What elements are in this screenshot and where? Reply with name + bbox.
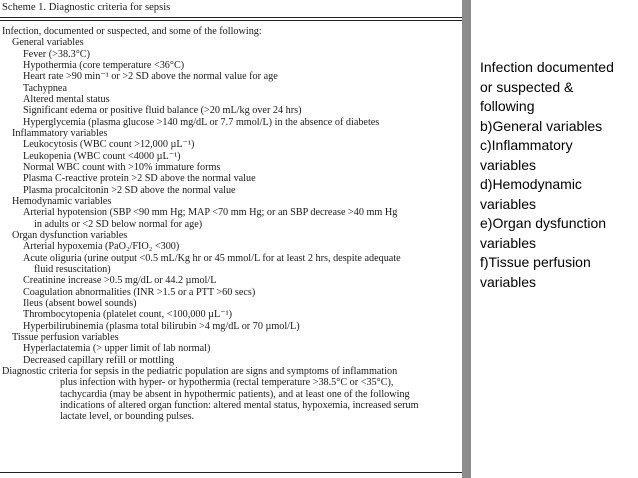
scheme-line: Infection, documented or suspected, and some of the following:	[2, 26, 262, 37]
scheme-line: Altered mental status	[23, 93, 110, 105]
scheme-line: Hyperglycemia (plasma glucose >140 mg/dL or 7.7 mmol/L) in the absence of diabetes	[23, 116, 380, 128]
summary-line: e)Organ dysfunction	[480, 215, 607, 231]
scheme-line: Leukocytosis (WBC count >12,000 µL⁻¹)	[23, 139, 195, 151]
scheme-line: fluid resuscitation)	[34, 263, 111, 275]
summary-line: following	[480, 98, 535, 114]
scheme-line: Coagulation abnormalities (INR >1.5 or a PTT >60 secs)	[23, 286, 256, 298]
summary-line: variables	[480, 234, 537, 251]
summary-line: Infection documented	[480, 59, 614, 75]
scheme-line: Heart rate >90 min⁻¹ or >2 SD above the normal value for age	[23, 71, 278, 83]
scheme-line: Inflammatory variables	[12, 127, 108, 139]
vertical-divider-bar	[462, 0, 471, 478]
scheme-body	[2, 26, 460, 422]
summary-line: or suspected &	[480, 78, 574, 95]
scheme-line: Normal WBC count with >10% immature forms	[23, 161, 221, 173]
scheme-line: Plasma procalcitonin >2 SD above the normal value	[23, 184, 236, 196]
scheme-line: Tachypnea	[23, 82, 67, 94]
summary-line: d)Hemodynamic	[480, 176, 582, 192]
scheme-line: Hyperlactatemia (> upper limit of lab normal)	[23, 343, 211, 355]
scheme-line: Hypothermia (core temperature <36°C)	[23, 59, 185, 71]
scheme-bottom-rule	[0, 472, 462, 473]
scheme-line: tachycardia (may be absent in hypothermic patients), and at least one of the following	[60, 388, 410, 400]
summary-line: f)Tissue perfusion	[480, 254, 591, 270]
summary-line: variables	[480, 156, 537, 173]
scheme-line: plus infection with hyper- or hypothermia (rectal temperature >38.5°C or <35°C),	[60, 377, 394, 389]
summary-line: variables	[480, 273, 537, 290]
scheme-line: indications of altered organ function: altered mental status, hypoxemia, increased serum	[60, 399, 419, 411]
scheme-line: Hemodynamic variables	[12, 195, 112, 207]
scheme-line: Significant edema or positive fluid balance (>20 mL/kg over 24 hrs)	[23, 105, 302, 117]
scheme-line: Creatinine increase >0.5 mg/dL or 44.2 µmol/L	[23, 275, 217, 287]
scheme-line: Arterial hypoxemia (PaO₂/FIO₂ <300)	[23, 241, 180, 253]
scheme-line: in adults or <2 SD below normal for age)	[34, 218, 203, 230]
summary-line: c)Inflammatory	[480, 137, 573, 153]
scheme-line: Ileus (absent bowel sounds)	[23, 297, 137, 309]
scheme-line: Fever (>38.3°C)	[23, 48, 90, 60]
scheme-line: Organ dysfunction variables	[12, 229, 128, 241]
scheme-line: Acute oliguria (urine output <0.5 mL/Kg hr or 45 mmol/L for at least 2 hrs, despite adequate	[23, 252, 401, 264]
scheme-line: Decreased capillary refill or mottling	[23, 354, 175, 366]
variables-summary-list	[480, 58, 636, 292]
summary-line: b)General variables	[480, 117, 603, 134]
scheme-line: Plasma C-reactive protein >2 SD above the normal value	[23, 173, 256, 185]
scheme-line: lactate level, or bounding pulses.	[60, 411, 195, 423]
scheme-line: Tissue perfusion variables	[12, 331, 119, 343]
scheme-line: Thrombocytopenia (platelet count, <100,000 µL⁻¹)	[23, 309, 233, 321]
scheme-line: Diagnostic criteria for sepsis in the pediatric population are signs and symptoms of inflammation	[2, 365, 398, 377]
scheme-line: Hyperbilirubinemia (plasma total bilirubin >4 mg/dL or 70 µmol/L)	[23, 320, 300, 332]
title-rule-top	[0, 17, 462, 18]
scheme-line: Leukopenia (WBC count <4000 µL⁻¹)	[23, 150, 181, 162]
scheme-title: Scheme 1. Diagnostic criteria for sepsis	[2, 2, 171, 13]
scheme-line: General variables	[12, 37, 84, 49]
title-rule-bottom	[0, 20, 462, 21]
summary-line: variables	[480, 195, 537, 212]
scheme-line: Arterial hypotension (SBP <90 mm Hg; MAP <70 mm Hg; or an SBP decrease >40 mm Hg	[23, 207, 398, 219]
